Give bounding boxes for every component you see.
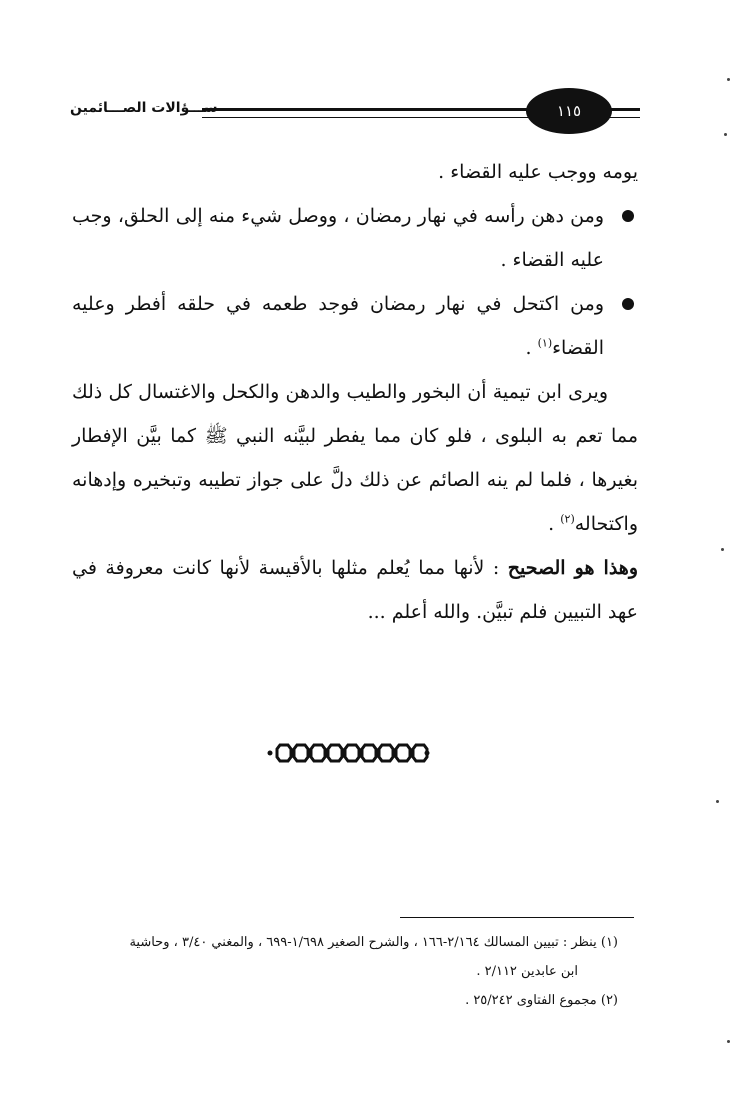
ornament-link <box>328 745 342 761</box>
scan-speck <box>727 78 730 81</box>
ornament-end-dot <box>268 751 273 756</box>
footnote-rule <box>400 917 634 918</box>
paragraph-text: ويرى ابن تيمية أن البخور والطيب والدهن والكحل والاغتسال كل ذلك مما تعم به البلوى ، فلو كان مما يفطر لبيَّنه النبي ﷺ كما بيَّن الإفطار بغيرها ، فلما لم ينه الصائم عن ذلك دلَّ على جواز تطيبه وتبخيره وإدهانه واكتحاله <box>72 381 638 535</box>
ornament-divider <box>266 738 446 768</box>
ornament-link <box>379 745 393 761</box>
body-text <box>72 150 638 634</box>
footnotes <box>72 928 618 1015</box>
bullet-text: ومن اكتحل في نهار رمضان فوجد طعمه في حلقه أفطر وعليه القضاء <box>72 293 604 359</box>
scan-speck <box>721 548 724 551</box>
paragraph-text: : لأنها مما يُعلم مثلها بالأقيسة لأنها كانت معروفة في عهد التبيين فلم تبيَّن. والله أعلم ... <box>72 557 638 623</box>
footnote-ref: (١) <box>537 336 553 350</box>
scan-speck <box>724 133 727 136</box>
bold-lead: وهذا هو الصحيح <box>507 557 639 579</box>
footnote-2: (٢) مجموع الفتاوى ٢٥/٢٤٢ . <box>465 993 618 1008</box>
ornament-link <box>362 745 376 761</box>
paragraph <box>72 546 638 634</box>
running-title: ســـؤالات الصـــائمين <box>70 100 218 116</box>
ornament-link <box>311 745 325 761</box>
page-number: ١١٥ <box>526 88 612 134</box>
bullet-item <box>72 194 638 282</box>
paragraph <box>72 370 638 546</box>
page-header <box>70 88 640 138</box>
bullet-item <box>72 282 638 370</box>
scan-speck <box>727 1040 730 1043</box>
ornament-link <box>396 745 410 761</box>
bullet-end: . <box>525 337 538 359</box>
bullet-text: ومن دهن رأسه في نهار رمضان ، ووصل شيء منه إلى الحلق، وجب عليه القضاء . <box>72 205 604 271</box>
ornament-link <box>345 745 359 761</box>
header-rule <box>202 108 532 118</box>
bullet-icon <box>622 298 634 310</box>
footnote-1: (١) ينظر : تبيين المسالك ٢/١٦٤-١٦٦ ، والشرح الصغير ١/٦٩٨-٦٩٩ ، والمغني ٣/٤٠ ، وحاشية <box>129 935 618 950</box>
paragraph-end: . <box>548 513 561 535</box>
bullet-icon <box>622 210 634 222</box>
footnote-ref: (٢) <box>560 512 575 526</box>
footnote-1-continuation: ابن عابدين ٢/١١٢ . <box>476 964 578 979</box>
scan-speck <box>716 800 719 803</box>
continuation-line: يومه ووجب عليه القضاء . <box>438 161 638 183</box>
ornament-link <box>294 745 308 761</box>
ornament-link <box>277 745 291 761</box>
